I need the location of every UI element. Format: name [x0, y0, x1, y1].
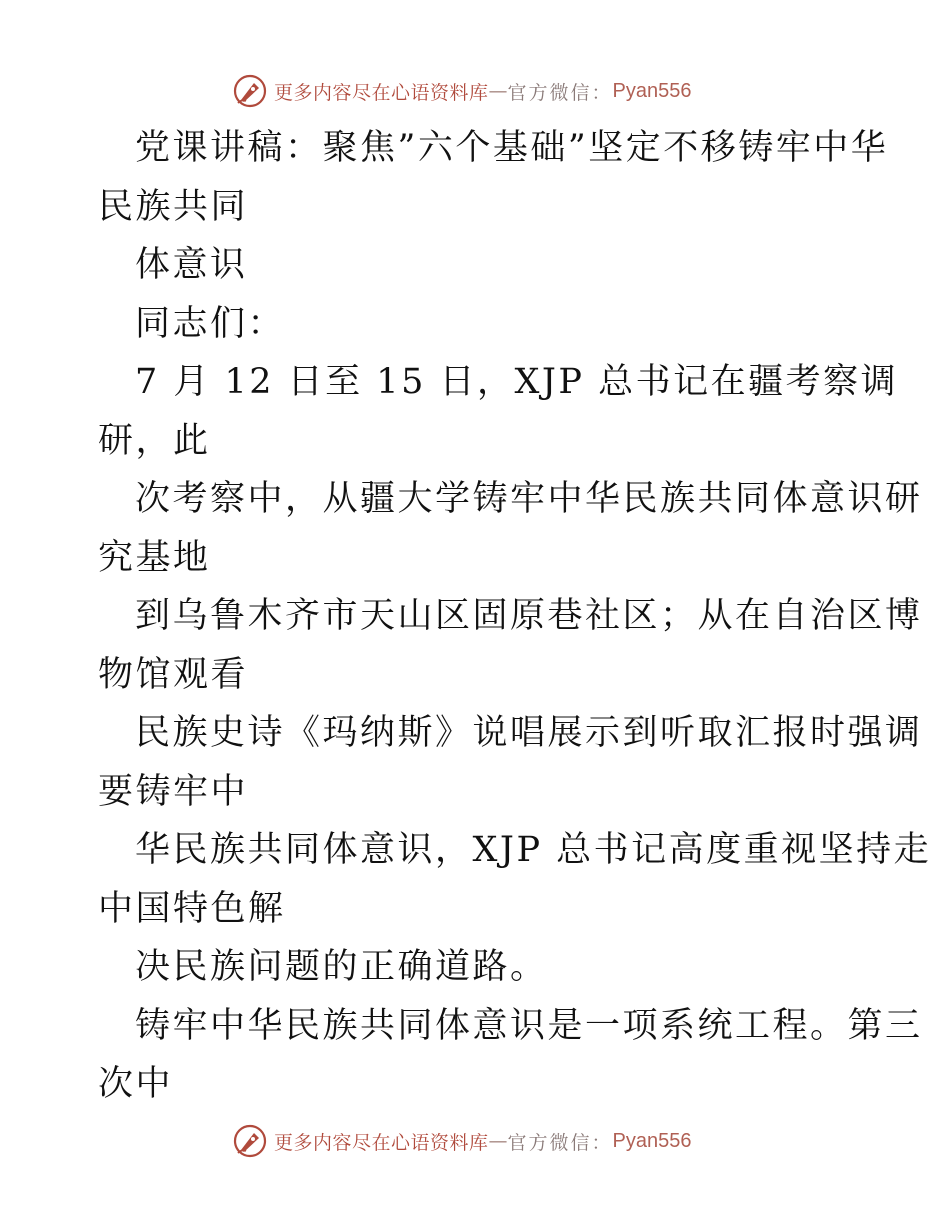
salutation: 同志们：	[135, 303, 286, 344]
pen-nib-logo-icon	[232, 1123, 268, 1159]
paragraph-line: 决民族问题的正确道路。	[135, 947, 548, 987]
paragraph-line: 次考察中，从疆大学铸牢中华民族共同体意识研	[135, 479, 923, 519]
paragraph-line: 物馆观看	[98, 654, 249, 695]
paragraph-line: 研，此	[98, 420, 211, 461]
paragraph-line: 7 月 12 日至 15 日，XJP 总书记在疆考察调	[135, 362, 899, 402]
title-line-3: 体意识	[135, 245, 248, 285]
watermark-official-label: 官方微信：	[507, 1131, 613, 1154]
paragraph-line: 华民族共同体意识，XJP 总书记高度重视坚持走	[135, 830, 932, 870]
paragraph-line: 铸牢中华民族共同体意识是一项系统工程。第三	[135, 1005, 923, 1046]
watermark-dash: —	[488, 1130, 508, 1152]
document-body	[98, 119, 932, 1114]
pen-nib-logo-icon	[232, 73, 268, 109]
paragraph-line: 次中	[98, 1064, 174, 1104]
watermark-text: 更多内容尽在心语资料库	[274, 81, 489, 104]
footer-watermark	[232, 1121, 692, 1161]
paragraph-line: 民族史诗《玛纳斯》说唱展示到听取汇报时强调	[135, 713, 923, 753]
paragraph-line: 究基地	[98, 537, 211, 578]
title-line-1: 党课讲稿：聚焦”六个基础”坚定不移铸牢中华	[135, 128, 889, 168]
watermark-wechat-id: Pyan556	[612, 1129, 692, 1152]
title-line-2: 民族共同	[98, 186, 249, 227]
paragraph-line: 要铸牢中	[98, 771, 249, 812]
watermark-wechat-id: Pyan556	[612, 79, 692, 102]
watermark-dash: —	[488, 80, 508, 102]
watermark-official-label: 官方微信：	[507, 81, 613, 104]
paragraph-line: 到乌鲁木齐市天山区固原巷社区；从在自治区博	[135, 596, 923, 636]
header-watermark	[232, 71, 692, 111]
paragraph-line: 中国特色解	[98, 888, 286, 929]
watermark-text: 更多内容尽在心语资料库	[274, 1131, 489, 1154]
